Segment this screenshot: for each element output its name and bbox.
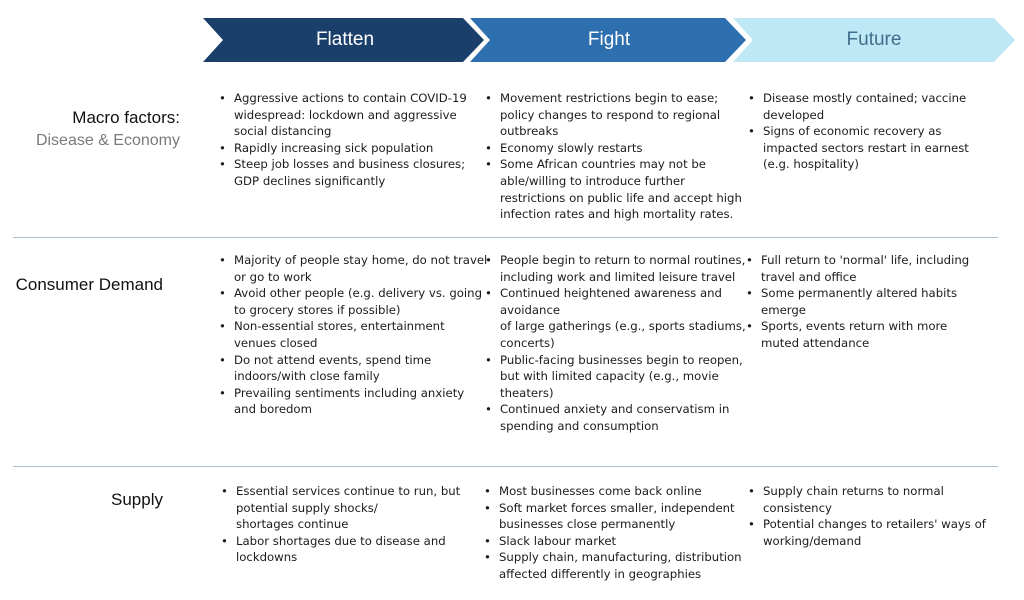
bullet-item: • Essential services continue to run, but potential supply shocks/ shortages continue [236,483,486,533]
bullet-item: • Economy slowly restarts [500,140,750,157]
bullet-item: • Steep job losses and business closures; GDP declines significantly [234,156,484,189]
disease-economy-subtitle: Disease & Economy [35,132,180,149]
bullet-item: • Some African countries may not be able/willing to introduce further restrictions on public life and accept high infection rates and high mortality rates. [500,156,750,222]
bullet-item: • Labor shortages due to disease and lockdowns [236,533,486,566]
row-divider-2 [13,466,998,467]
bullet-item: • Sports, events return with more muted attendance [761,318,986,351]
bullet-item: • Prevailing sentiments including anxiety and boredom [234,385,489,418]
supply-fight-list [483,483,749,583]
bullet-item: • Do not attend events, spend time indoors/with close family [234,352,489,385]
demand-future-list [745,252,986,352]
macro-factors-title: Macro factors: [72,108,180,127]
bullet-item: • Signs of economic recovery as impacted sectors restart in earnest (e.g. hospitality) [763,123,988,173]
row-label-supply: Supply [111,490,163,509]
bullet-item: • Rapidly increasing sick population [234,140,484,157]
phase-label-flatten: Flatten [315,29,375,50]
macro-flatten-list [218,90,484,190]
bullet-item: • Movement restrictions begin to ease; policy changes to respond to regional outbreaks [500,90,750,140]
bullet-item: • Continued heightened awareness and avoidance of large gatherings (e.g., sports stadiums, concerts) [500,285,750,351]
bullet-item: • Majority of people stay home, do not travel or go to work [234,252,489,285]
bullet-item: • Public-facing businesses begin to reopen, but with limited capacity (e.g., movie theaters) [500,352,750,402]
phase-label-fight: Fight [587,29,631,50]
demand-fight-list [484,252,750,435]
macro-fight-list [484,90,750,223]
bullet-item: • Disease mostly contained; vaccine developed [763,90,988,123]
supply-flatten-list [220,483,486,566]
bullet-item: • Supply chain, manufacturing, distribution affected differently in geographies [499,549,749,582]
bullet-item: • Most businesses come back online [499,483,749,500]
macro-future-list [747,90,988,173]
row-label-macro [20,108,180,150]
bullet-item: • Avoid other people (e.g. delivery vs. going to grocery stores if possible) [234,285,489,318]
bullet-item: • Soft market forces smaller, independent businesses close permanently [499,500,749,533]
bullet-item: • Some permanently altered habits emerge [761,285,986,318]
phase-label-future: Future [846,29,902,50]
demand-flatten-list [218,252,489,418]
bullet-item: • Non-essential stores, entertainment venues closed [234,318,489,351]
bullet-item: • Full return to 'normal' life, including travel and office [761,252,986,285]
row-divider-1 [13,237,998,238]
bullet-item: • Potential changes to retailers' ways of working/demand [763,516,988,549]
bullet-item: • People begin to return to normal routines, including work and limited leisure travel [500,252,750,285]
bullet-item: • Supply chain returns to normal consistency [763,483,988,516]
supply-future-list [747,483,988,549]
bullet-item: • Aggressive actions to contain COVID-19 widespread: lockdown and aggressive social distancing [234,90,484,140]
row-label-demand: Consumer Demand [15,275,163,294]
bullet-item: • Continued anxiety and conservatism in spending and consumption [500,401,750,434]
bullet-item: • Slack labour market [499,533,749,550]
